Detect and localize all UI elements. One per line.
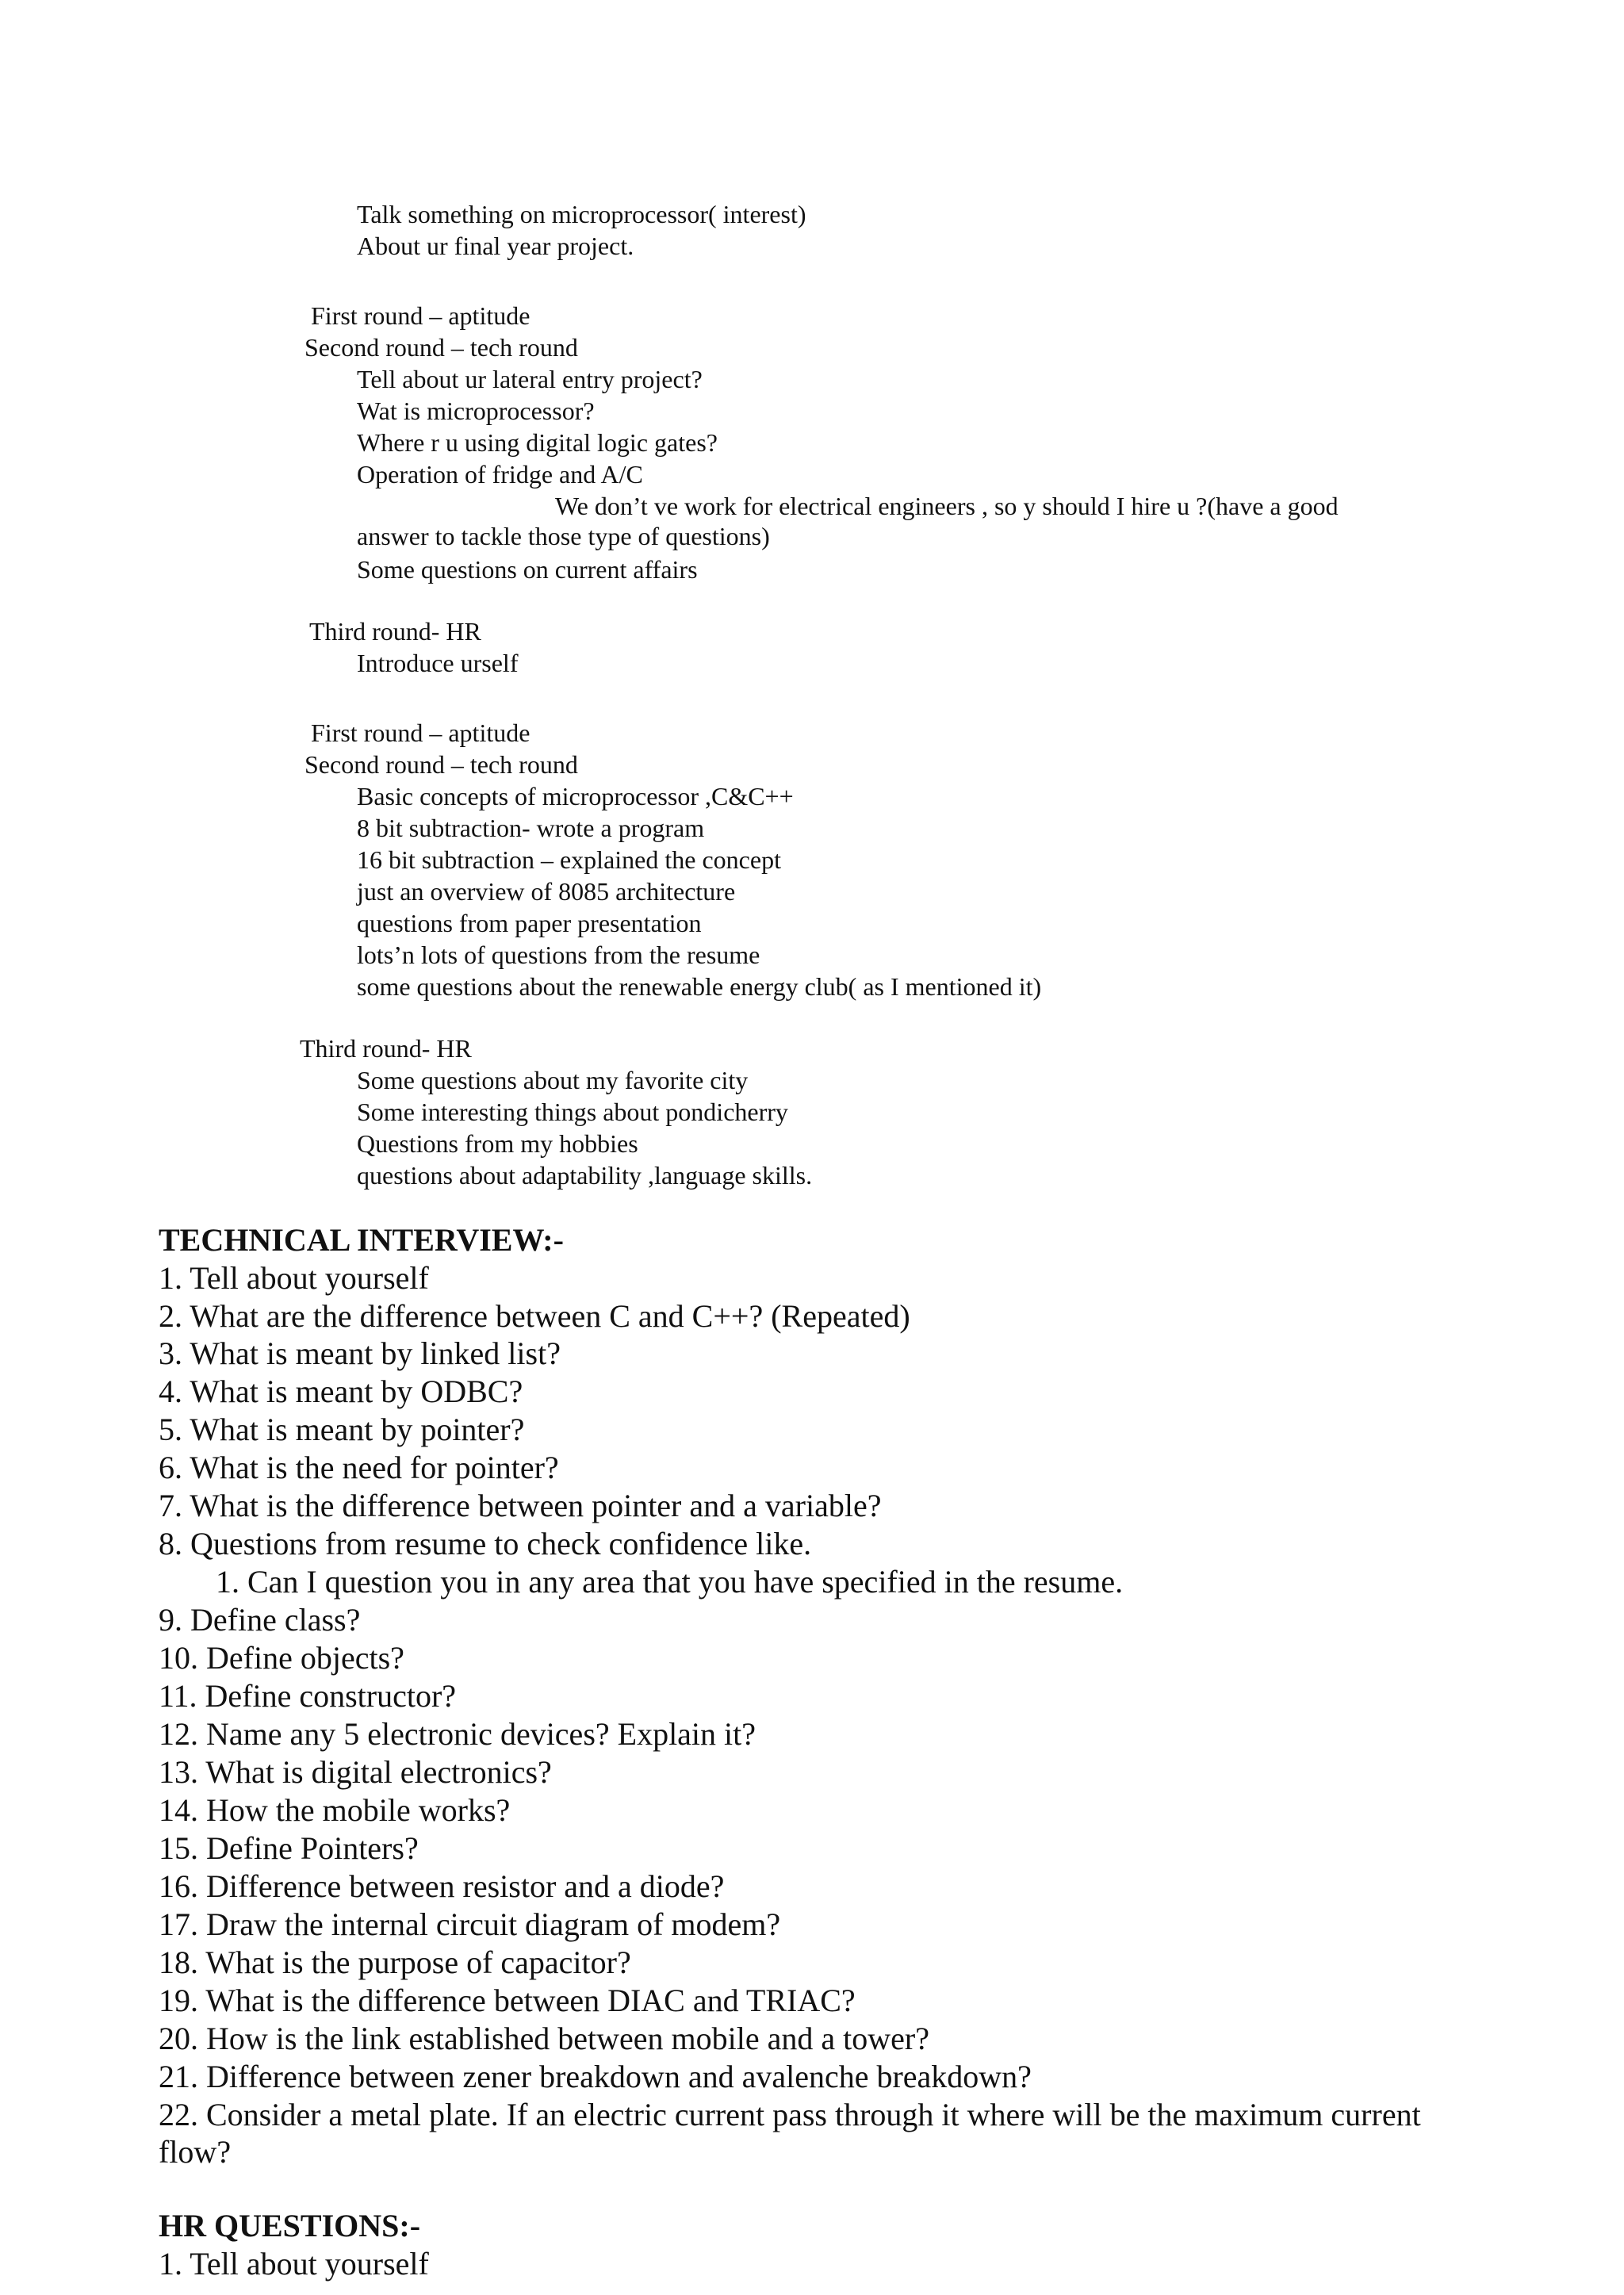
intro-line-1: Talk something on microprocessor( interest) — [357, 200, 806, 228]
technical-sub-question: 1. Can I question you in any area that you have specified in the resume. — [216, 1564, 1124, 1600]
technical-question: 9. Define class? — [159, 1602, 361, 1638]
technical-question: 2. What are the difference between C and C++? (Repeated) — [159, 1298, 910, 1334]
technical-question: 12. Name any 5 electronic devices? Explain it? — [159, 1716, 756, 1752]
block-a-question-5a: We don’t ve work for electrical engineers , so y should I hire u ?(have a good — [555, 492, 1339, 520]
technical-question: 19. What is the difference between DIAC and TRIAC? — [159, 1983, 856, 2018]
block-b-item: 8 bit subtraction- wrote a program — [357, 814, 705, 842]
intro-line-2: About ur final year project. — [357, 232, 634, 260]
technical-question: 11. Define constructor? — [159, 1678, 457, 1714]
block-a-round-1: First round – aptitude — [311, 301, 530, 330]
block-a-hr-1: Introduce urself — [357, 649, 519, 677]
technical-question: 15. Define Pointers? — [159, 1830, 419, 1866]
technical-question: 7. What is the difference between pointer and a variable? — [159, 1488, 882, 1523]
technical-question: 20. How is the link established between mobile and a tower? — [159, 2021, 929, 2056]
technical-question: 1. Tell about yourself — [159, 1260, 429, 1296]
technical-question: 8. Questions from resume to check confidence like. — [159, 1526, 812, 1561]
technical-question: 4. What is meant by ODBC? — [159, 1374, 523, 1409]
technical-question: 22. Consider a metal plate. If an electric current pass through it where will be the maximum current flow? — [159, 2097, 1421, 2170]
block-a-question-1: Tell about ur lateral entry project? — [357, 365, 703, 393]
technical-question: 16. Difference between resistor and a diode? — [159, 1868, 725, 1904]
block-b-item: some questions about the renewable energy club( as I mentioned it) — [357, 972, 1042, 1001]
block-b-item: questions from paper presentation — [357, 909, 702, 937]
block-b-hr-item: Some interesting things about pondicherry — [357, 1098, 788, 1126]
block-b-item: Basic concepts of microprocessor ,C&C++ — [357, 782, 794, 810]
block-b-hr-item: questions about adaptability ,language skills. — [357, 1161, 813, 1190]
technical-question: 14. How the mobile works? — [159, 1792, 511, 1828]
technical-question: 10. Define objects? — [159, 1640, 404, 1676]
hr-question: 1. Tell about yourself — [159, 2246, 429, 2282]
technical-interview-heading: TECHNICAL INTERVIEW:- — [159, 1222, 564, 1258]
block-b-hr-item: Questions from my hobbies — [357, 1129, 638, 1158]
block-a-question-5b: answer to tackle those type of questions) — [357, 522, 770, 550]
technical-question: 21. Difference between zener breakdown and avalenche breakdown? — [159, 2059, 1032, 2094]
block-a-question-4: Operation of fridge and A/C — [357, 460, 643, 489]
block-a-round-2: Second round – tech round — [304, 333, 578, 362]
block-a-question-2: Wat is microprocessor? — [357, 397, 595, 425]
block-b-item: lots’n lots of questions from the resume — [357, 941, 760, 969]
hr-questions-heading: HR QUESTIONS:- — [159, 2208, 421, 2243]
block-b-round-2: Second round – tech round — [304, 750, 578, 779]
technical-question: 17. Draw the internal circuit diagram of modem? — [159, 1906, 781, 1942]
block-b-round-1: First round – aptitude — [311, 718, 530, 747]
technical-question: 18. What is the purpose of capacitor? — [159, 1944, 631, 1980]
block-a-question-3: Where r u using digital logic gates? — [357, 428, 718, 457]
block-b-item: 16 bit subtraction – explained the concept — [357, 845, 781, 874]
technical-question: 6. What is the need for pointer? — [159, 1450, 559, 1485]
technical-question: 3. What is meant by linked list? — [159, 1335, 561, 1371]
block-b-round-3: Third round- HR — [300, 1034, 472, 1063]
block-a-round-3: Third round- HR — [309, 617, 481, 646]
technical-question: 5. What is meant by pointer? — [159, 1412, 525, 1447]
block-a-question-6: Some questions on current affairs — [357, 555, 698, 584]
block-b-hr-item: Some questions about my favorite city — [357, 1066, 749, 1094]
block-b-item: just an overview of 8085 architecture — [357, 877, 736, 906]
technical-question: 13. What is digital electronics? — [159, 1754, 552, 1790]
